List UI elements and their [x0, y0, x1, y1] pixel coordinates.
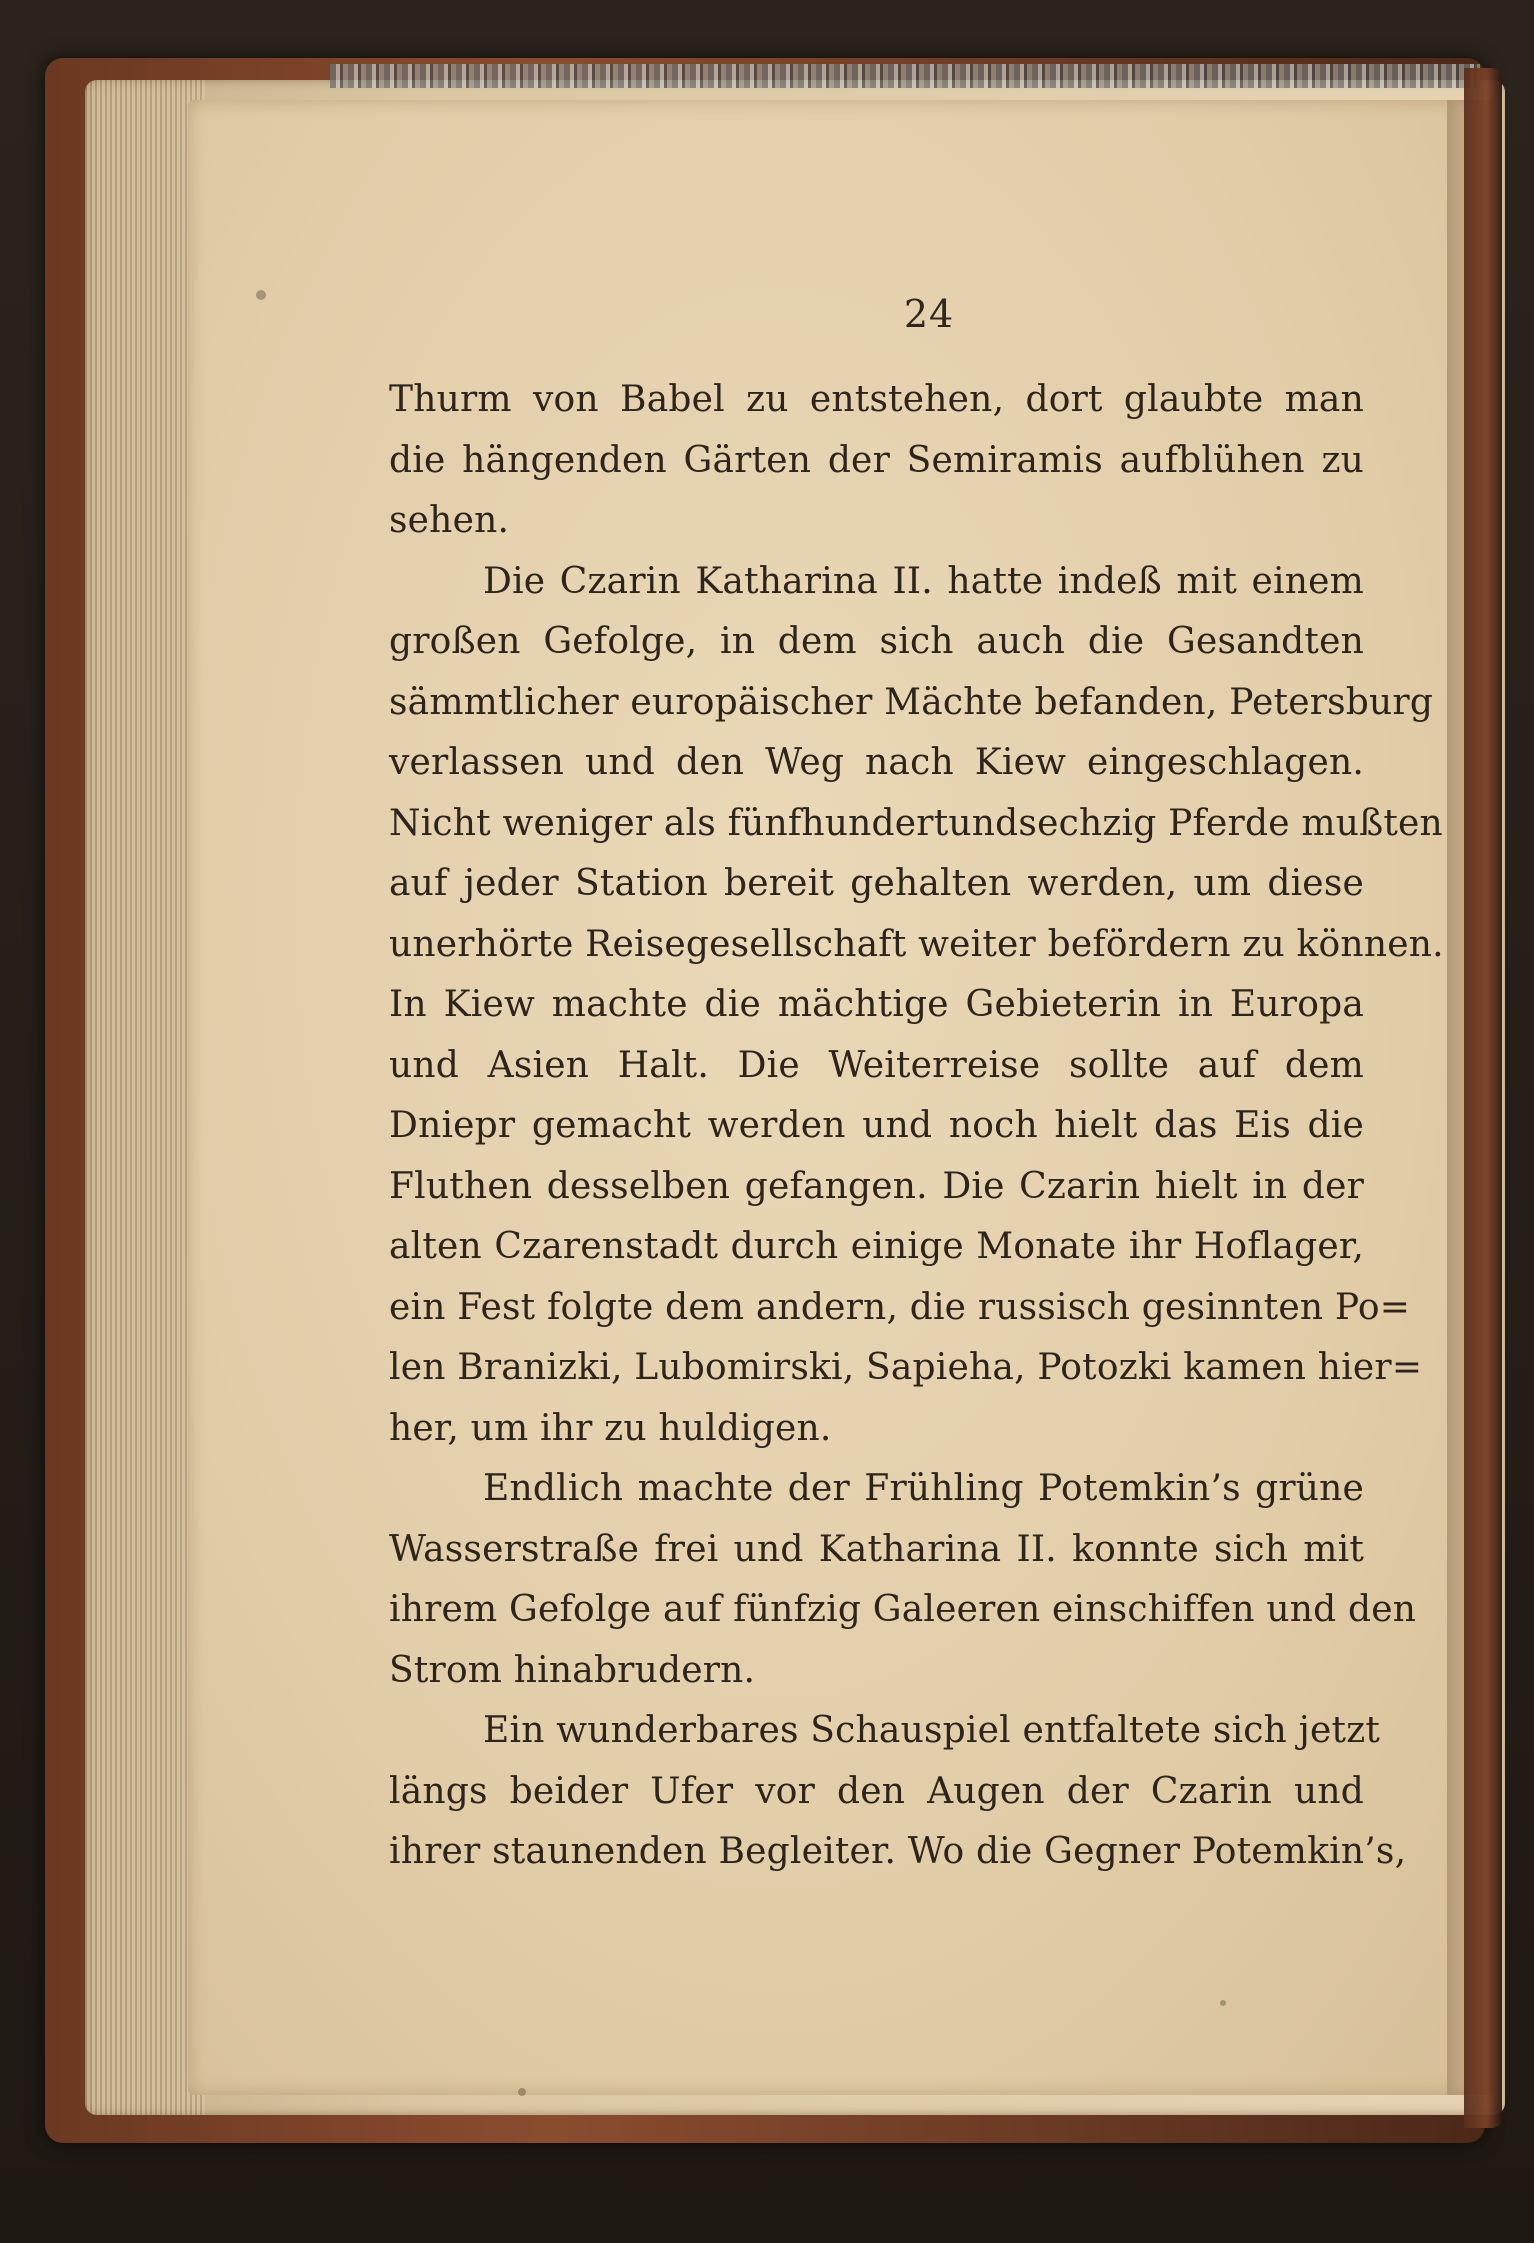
text-line: len Branizki, Lubomirski, Sapieha, Potozki kamen hier=: [389, 1347, 1423, 1388]
text-block: [389, 292, 1444, 1920]
paper-speck: [256, 290, 266, 300]
text-line: Endlich machte der Frühling Potemkin’s grüne: [483, 1468, 1364, 1509]
text-line: Strom hinabrudern.: [389, 1649, 756, 1691]
text-line: verlassen und den Weg nach Kiew eingeschlagen.: [389, 742, 1364, 783]
page-number: 24: [903, 292, 955, 336]
text-line: Dniepr gemacht werden und noch hielt das Eis die: [389, 1105, 1364, 1146]
text-line: ein Fest folgte dem andern, die russisch gesinnten Po=: [389, 1286, 1411, 1328]
text-line: sehen.: [389, 500, 510, 541]
text-line: die hängenden Gärten der Semiramis aufblühen zu: [389, 439, 1364, 481]
text-line: ihrer staunenden Begleiter. Wo die Gegner Potemkin’s,: [389, 1831, 1407, 1872]
paper-speck: [518, 2088, 526, 2096]
text-line: her, um ihr zu huldigen.: [389, 1407, 832, 1449]
text-line: Nicht weniger als fünfhundertundsechzig Pferde mußten: [389, 802, 1443, 844]
text-line: und Asien Halt. Die Weiterreise sollte auf dem: [389, 1044, 1364, 1086]
paper-speck: [1220, 2000, 1226, 2006]
text-line: alten Czarenstadt durch einige Monate ihr Hoflager,: [389, 1226, 1364, 1267]
text-line: unerhörte Reisegesellschaft weiter befördern zu können.: [389, 923, 1444, 965]
text-line: Die Czarin Katharina II. hatte indeß mit einem: [483, 560, 1364, 602]
text-line: Fluthen desselben gefangen. Die Czarin hielt in der: [389, 1165, 1364, 1207]
text-line: In Kiew machte die mächtige Gebieterin in Europa: [389, 984, 1364, 1025]
text-line: längs beider Ufer vor den Augen der Czarin und: [389, 1770, 1364, 1812]
text-line: ihrem Gefolge auf fünfzig Galeeren einschiffen und den: [389, 1589, 1417, 1630]
text-line: Thurm von Babel zu entstehen, dort glaubte man: [389, 379, 1364, 420]
page-edge-texture: [330, 64, 1480, 88]
right-binding: [1464, 68, 1502, 2128]
text-line: großen Gefolge, in dem sich auch die Gesandten: [389, 621, 1364, 662]
text-line: auf jeder Station bereit gehalten werden, um diese: [389, 863, 1364, 904]
text-line: sämmtlicher europäischer Mächte befanden, Petersburg: [389, 681, 1434, 723]
text-line: Wasserstraße frei und Katharina II. konnte sich mit: [389, 1528, 1364, 1570]
text-line: Ein wunderbares Schauspiel entfaltete sich jetzt: [483, 1710, 1381, 1751]
